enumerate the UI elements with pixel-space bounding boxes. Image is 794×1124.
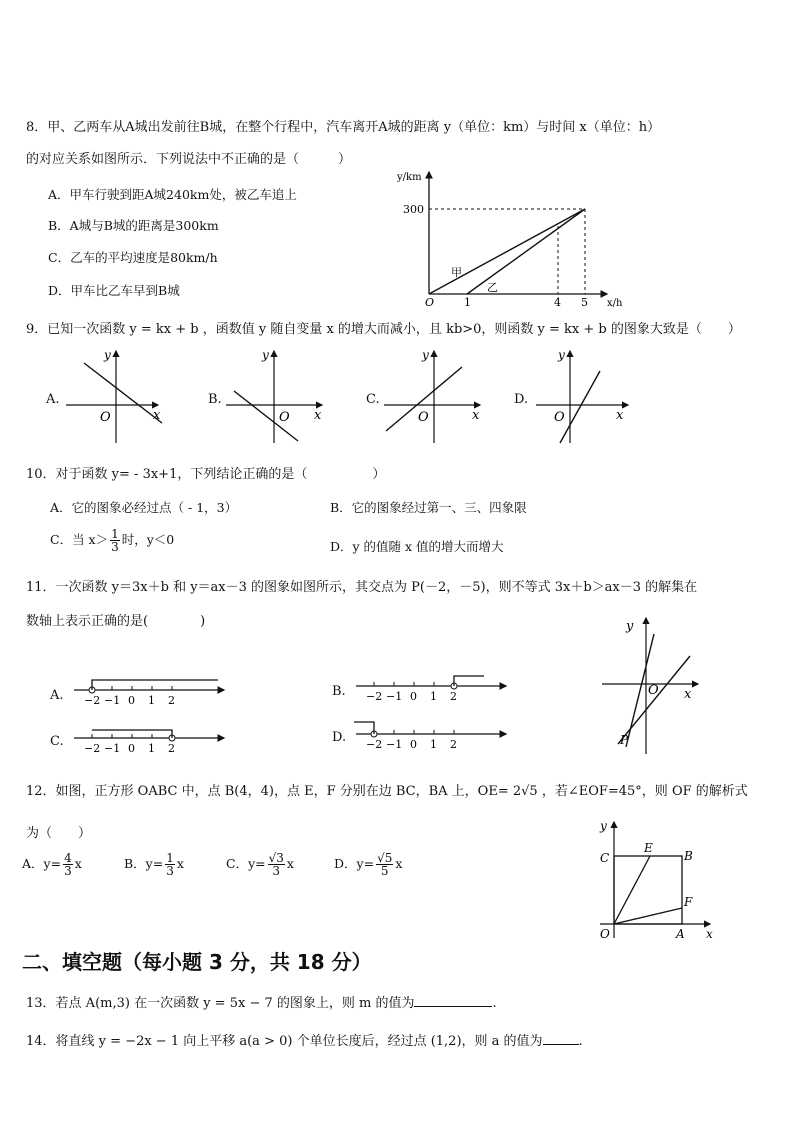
q11-number-line-c: [68, 720, 233, 756]
svg-text:0: 0: [410, 690, 417, 703]
svg-text:−2: −2: [84, 742, 101, 755]
point-a-label: A: [676, 927, 685, 941]
x-label: x: [706, 927, 713, 941]
q11-number-line-d: [350, 716, 515, 752]
origin-label: O: [600, 927, 610, 941]
line-ax-minus-3: [618, 656, 690, 744]
y-label: y: [626, 619, 634, 634]
q14-answer-blank[interactable]: [543, 1032, 579, 1045]
label-300: 300: [403, 203, 424, 216]
svg-text:−1: −1: [386, 690, 403, 703]
x-label: x: [472, 408, 480, 423]
q12-stem: 12．如图，正方形 OABC 中，点 B(4，4)，点 E，F 分别在边 BC，BA 上，OE= 2√5 ，若∠EOF=45°，则 OF 的解析式: [26, 784, 748, 799]
svg-text:1: 1: [148, 694, 155, 707]
origin-label: O: [648, 683, 659, 698]
q8-stem-line1: 8．甲、乙两车从A城出发前往B城，在整个行程中，汽车离开A城的距离 y（单位：km）与时间 x（单位：h）: [26, 120, 661, 135]
origin-label: O: [279, 410, 290, 425]
svg-text:1: 1: [430, 738, 437, 751]
point-e-label: E: [644, 841, 653, 855]
q11-stem-line1: 11．一次函数 y＝3x＋b 和 y＝ax－3 的图象如图所示，其交点为 P(－2，－5)，则不等式 3x＋b＞ax－3 的解集在: [26, 580, 698, 595]
q8-option-c: C．乙车的平均速度是80km/h: [48, 250, 218, 265]
q8-option-a: A．甲车行驶到距A城240km处，被乙车追上: [48, 187, 297, 202]
section-2-heading: 二、填空题（每小题 3 分，共 18 分）: [22, 950, 372, 974]
q11-option-b-letter: B.: [332, 684, 346, 699]
origin-label: O: [554, 410, 565, 425]
svg-text:−1: −1: [386, 738, 403, 751]
q11-number-line-b: [350, 668, 515, 704]
svg-text:−1: −1: [104, 694, 121, 707]
y-label: y: [600, 819, 607, 833]
q13: 13．若点 A(m,3) 在一次函数 y = 5x − 7 的图象上，则 m 的值为 .: [26, 996, 497, 1011]
q9-option-c-letter: C.: [366, 392, 380, 407]
q14-text: 14．将直线 y = −2x − 1 向上平移 a(a > 0) 个单位长度后，经过点 (1,2)，则 a 的值为: [26, 1034, 543, 1049]
q9-option-d-graph: [530, 345, 640, 445]
q8-option-b: B．A城与B城的距离是300km: [48, 218, 219, 233]
q11-option-d-letter: D.: [332, 730, 347, 745]
svg-text:1: 1: [430, 690, 437, 703]
q12-square-graph: [592, 816, 720, 942]
q11-intersection-graph: [596, 612, 706, 757]
tick-4: 4: [554, 296, 561, 309]
q10-stem: 10．对于函数 y= - 3x+1，下列结论正确的是（ ）: [26, 467, 386, 482]
y-label: y: [422, 348, 429, 362]
q9-option-b-graph: [222, 345, 332, 445]
point-c-label: C: [600, 851, 610, 865]
q9-option-b-letter: B.: [208, 392, 222, 407]
q8-distance-time-graph: [395, 166, 635, 311]
segment-of: [614, 908, 682, 924]
svg-text:2: 2: [168, 694, 175, 707]
q11-option-c-letter: C.: [50, 734, 64, 749]
x-label: x: [684, 687, 692, 702]
point-f-label: F: [684, 895, 693, 909]
q10-option-c-prefix: C．当 x＞: [50, 532, 109, 547]
svg-text:0: 0: [410, 738, 417, 751]
q10-option-b: B．它的图象经过第一、三、四象限: [330, 500, 527, 515]
x-label: x: [616, 408, 624, 423]
y-label: y: [104, 348, 111, 362]
q12-option-d: D．y= $\frac{√5}{5}$ x: [334, 851, 403, 878]
svg-text:2: 2: [450, 738, 457, 751]
q11-stem-line2: 数轴上表示正确的是( ): [26, 614, 206, 629]
q14: 14．将直线 y = −2x − 1 向上平移 a(a > 0) 个单位长度后，经过点 (1,2)，则 a 的值为 .: [26, 1034, 583, 1049]
svg-text:1: 1: [148, 742, 155, 755]
q12-stem-line2: 为（ ）: [26, 826, 92, 841]
q10-option-c-suffix: 时，y＜0: [121, 532, 175, 547]
svg-text:−2: −2: [366, 738, 383, 751]
label-yi: 乙: [487, 281, 498, 294]
line-jia: [429, 209, 585, 294]
y-label: y: [558, 348, 565, 362]
q10-option-a: A．它的图象必经过点（ - 1，3）: [50, 500, 238, 515]
line: [560, 371, 600, 443]
x-label: x: [153, 408, 161, 423]
q9-stem: 9．已知一次函数 y = kx + b ，函数值 y 随自变量 x 的增大而减小，且 kb>0，则函数 y = kx + b 的图象大致是（ ）: [26, 322, 741, 337]
line: [84, 363, 162, 423]
square-oabc: [614, 856, 682, 924]
solution-ray: [454, 676, 484, 686]
x-label: x: [314, 408, 322, 423]
q12-option-a: A．y= $\frac{4}{3}$ x: [22, 851, 82, 878]
origin-label: O: [425, 296, 435, 309]
svg-text:−2: −2: [366, 690, 383, 703]
q8-option-d: D．甲车比乙车早到B城: [48, 283, 180, 298]
label-jia: 甲: [451, 266, 462, 279]
q11-number-line-a: [68, 672, 233, 708]
y-axis-label: y/km: [397, 172, 422, 183]
q13-text: 13．若点 A(m,3) 在一次函数 y = 5x − 7 的图象上，则 m 的值为: [26, 996, 415, 1011]
svg-text:2: 2: [450, 690, 457, 703]
q8-stem-line2: 的对应关系如图所示．下列说法中不正确的是（ ）: [26, 152, 352, 167]
tick-5: 5: [581, 296, 588, 309]
svg-text:−1: −1: [104, 742, 121, 755]
q11-option-a-letter: A.: [50, 688, 64, 703]
q9-option-a-letter: A.: [46, 392, 60, 407]
q10-option-d: D．y 的值随 x 值的增大而增大: [330, 539, 504, 554]
origin-label: O: [418, 410, 429, 425]
solution-ray: [92, 680, 218, 690]
q12-option-c: C．y= $\frac{√3}{3}$ x: [226, 851, 294, 878]
svg-text:−2: −2: [84, 694, 101, 707]
svg-text:2: 2: [168, 742, 175, 755]
q9-option-c-graph: [380, 345, 490, 445]
q9-option-d-letter: D.: [514, 392, 529, 407]
segment-oe: [614, 856, 650, 924]
q10-option-c: [50, 528, 174, 553]
q13-answer-blank[interactable]: [414, 994, 492, 1007]
line-yi: [467, 209, 585, 294]
q9-option-a-graph: [62, 345, 172, 445]
origin-label: O: [100, 410, 111, 425]
q12-option-b: B．y= $\frac{1}{3}$ x: [124, 851, 184, 878]
tick-1: 1: [464, 296, 471, 309]
point-p-label: P: [620, 733, 629, 747]
point-b-label: B: [684, 849, 693, 863]
fraction-1-3: $\frac{1}{3}$: [111, 527, 119, 554]
x-axis-label: x/h: [607, 298, 623, 309]
svg-text:0: 0: [128, 742, 135, 755]
svg-text:0: 0: [128, 694, 135, 707]
y-label: y: [262, 348, 269, 362]
